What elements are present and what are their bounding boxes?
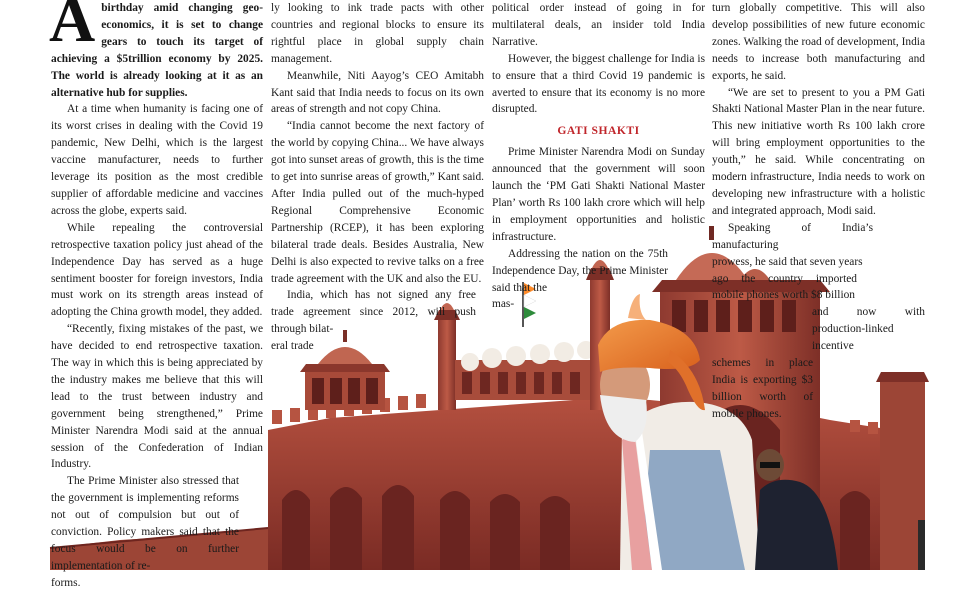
paragraph-end: forms. xyxy=(51,576,81,589)
lead-paragraph xyxy=(51,0,263,101)
lead-text: birthday amid changing geoeconomics, it is set to change gears to touch its target of achieving a $5trillion economy by 2025. The world is already looking at it as an alternative hub for supplies. xyxy=(51,2,263,99)
paragraph: political order instead of going in for multilateral deals, an insider told India Narrative. xyxy=(492,2,705,48)
subhead-gati-shakti: GATI SHAKTI xyxy=(557,124,640,138)
paragraph: “Recently, fixing mistakes of the past, we have decided to end retrospective taxation. The way in which this is being appreciated by the industry makes me believe that this will lead to the trust between industry and government being strengthened,” Prime Minister Narendra Modi said at the annual session of the Confederation of Indian Industry. xyxy=(51,323,263,471)
column-2 xyxy=(271,0,484,355)
drop-cap: A xyxy=(49,0,96,55)
paragraph-line: schemes in place India is exporting $3 billion worth of mobile phones. xyxy=(712,357,813,420)
paragraph: While repealing the controversial retrospective taxation policy just ahead of the Independence Day has served as a huge sentiment booster for foreign investors, India must work on its strength areas instead of adopting the China growth model, they added. xyxy=(51,221,263,319)
paragraph: The Prime Minister also stressed that the government is implementing reforms not out of compulsion but out of conviction. Policy makers said that the focus would be on further implementation of re- xyxy=(51,475,239,572)
paragraph-line: prowess, he said that seven years xyxy=(712,255,863,268)
paragraph: ly looking to ink trade pacts with other countries and regional blocks to ensure its rightful place in global supply chain management. xyxy=(271,2,484,65)
paragraph-line: and now with production-linked incentive xyxy=(812,306,925,353)
paragraph: At a time when humanity is facing one of its worst crises in dealing with the Covid 19 pandemic, New Delhi, which is the largest vaccine manufacturer, needs to further leverage its position as the most credible supplier of affordable medicine and vaccines across the globe, experts said. xyxy=(51,103,263,217)
paragraph: Speaking of India’s manufacturing xyxy=(712,221,873,251)
paragraph: India, which has not signed any free trade agreement since 2012, will push through bilat- xyxy=(271,289,476,336)
column-4 xyxy=(712,0,925,423)
column-3 xyxy=(492,0,705,313)
paragraph: “We are set to present to you a PM Gati Shakti National Master Plan in the near future. This new initiative worth Rs 100 lakh crore will bring employment opportunities to the youth,” he said. While concentrating on modern infrastructure, India needs to work on developing new infrastructure with a holistic and integrated approach, Modi said. xyxy=(712,86,925,217)
paragraph: However, the biggest challenge for India is to ensure that a third Covid 19 pandemic is averted to ensure that its economy is no more disrupted. xyxy=(492,52,705,116)
paragraph: Prime Minister Narendra Modi on Sunday announced that the government will soon launch the ‘PM Gati Shakti National Master Plan’ worth Rs 100 lakh crore which will help in employment opportunities and holistic infrastructure. xyxy=(492,146,705,243)
paragraph: Addressing the nation on the 75th Independence Day, the Prime Minister said that the xyxy=(492,247,668,294)
paragraph-end: mas- xyxy=(492,298,515,311)
paragraph-end: eral trade xyxy=(271,340,314,353)
paragraph: Meanwhile, Niti Aayog’s CEO Amitabh Kant said that India needs to focus on its own areas of strength and not copy China. xyxy=(271,69,484,116)
paragraph-line: ago the country imported mobile phones worth $8 billion xyxy=(712,272,857,302)
column-1 xyxy=(51,0,263,592)
paragraph: “India cannot become the next factory of the world by copying China... We have always got into sunset areas of growth, this is the time to get into sunrise areas of growth,” Kant said. After India pulled out of the much-hyped Regional Comprehensive Economic Partnership (RCEP), it has been exploring bilateral trade deals. Besides Australia, New Delhi is also expected to revive talks on a free trade agreement with the UK and also the EU. xyxy=(271,120,484,285)
paragraph: turn globally competitive. This will also develop possibilities of new future economic zones. Walking the road of development, India needs to increase both manufacturing and exports, he said. xyxy=(712,2,925,82)
